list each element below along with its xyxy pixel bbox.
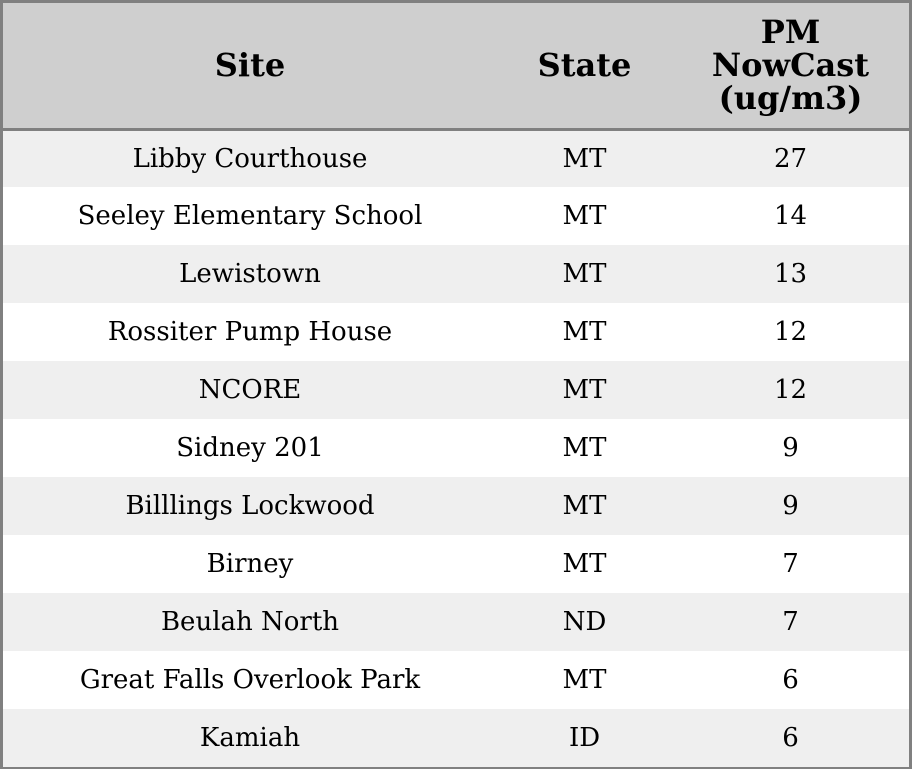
table-row [3, 187, 909, 245]
cell-pm-nowcast: 9 [782, 433, 799, 463]
cell-site: Rossiter Pump House [107, 317, 393, 347]
table-row [3, 535, 909, 593]
cell-state: MT [562, 143, 607, 174]
header-site: Site [3, 3, 497, 129]
table-row [3, 709, 909, 767]
table-row [3, 593, 909, 651]
table-row [3, 361, 909, 419]
cell-pm-nowcast: 6 [782, 723, 799, 753]
cell-state: MT [562, 201, 607, 231]
header-pm-nowcast: PM NowCast (ug/m3) [672, 3, 909, 129]
table-row [3, 651, 909, 709]
table-row [3, 129, 909, 187]
header-row [3, 3, 909, 129]
table-row [3, 245, 909, 303]
table-header [3, 3, 909, 129]
pm-nowcast-table [3, 3, 909, 767]
table-body [3, 129, 909, 767]
cell-site: Beulah North [160, 607, 340, 637]
cell-site: Sidney 201 [176, 433, 324, 463]
cell-site: Kamiah [199, 723, 301, 753]
cell-site: Birney [206, 549, 294, 579]
cell-pm-nowcast: 7 [782, 607, 799, 637]
cell-pm-nowcast: 6 [782, 665, 799, 695]
cell-site: Libby Courthouse [132, 143, 368, 174]
table-row [3, 303, 909, 361]
cell-site: Billlings Lockwood [125, 491, 375, 521]
cell-pm-nowcast: 12 [773, 375, 808, 405]
cell-pm-nowcast: 9 [782, 491, 799, 521]
cell-pm-nowcast: 14 [773, 201, 808, 231]
cell-state: MT [562, 259, 607, 289]
cell-state: MT [562, 317, 607, 347]
cell-site: Lewistown [179, 259, 321, 289]
header-state: State [497, 3, 672, 129]
cell-state: MT [562, 375, 607, 405]
cell-pm-nowcast: 7 [782, 549, 799, 579]
cell-pm-nowcast: 27 [773, 143, 808, 174]
cell-state: MT [562, 491, 607, 521]
cell-site: NCORE [198, 375, 302, 405]
cell-site: Seeley Elementary School [77, 201, 423, 231]
cell-state: MT [562, 549, 607, 579]
cell-pm-nowcast: 13 [773, 259, 808, 289]
table-row [3, 419, 909, 477]
cell-pm-nowcast: 12 [773, 317, 808, 347]
cell-state: ID [568, 723, 601, 753]
table-row [3, 477, 909, 535]
cell-site: Great Falls Overlook Park [79, 665, 421, 695]
cell-state: MT [562, 665, 607, 695]
cell-state: ND [562, 607, 607, 637]
cell-state: MT [562, 433, 607, 463]
